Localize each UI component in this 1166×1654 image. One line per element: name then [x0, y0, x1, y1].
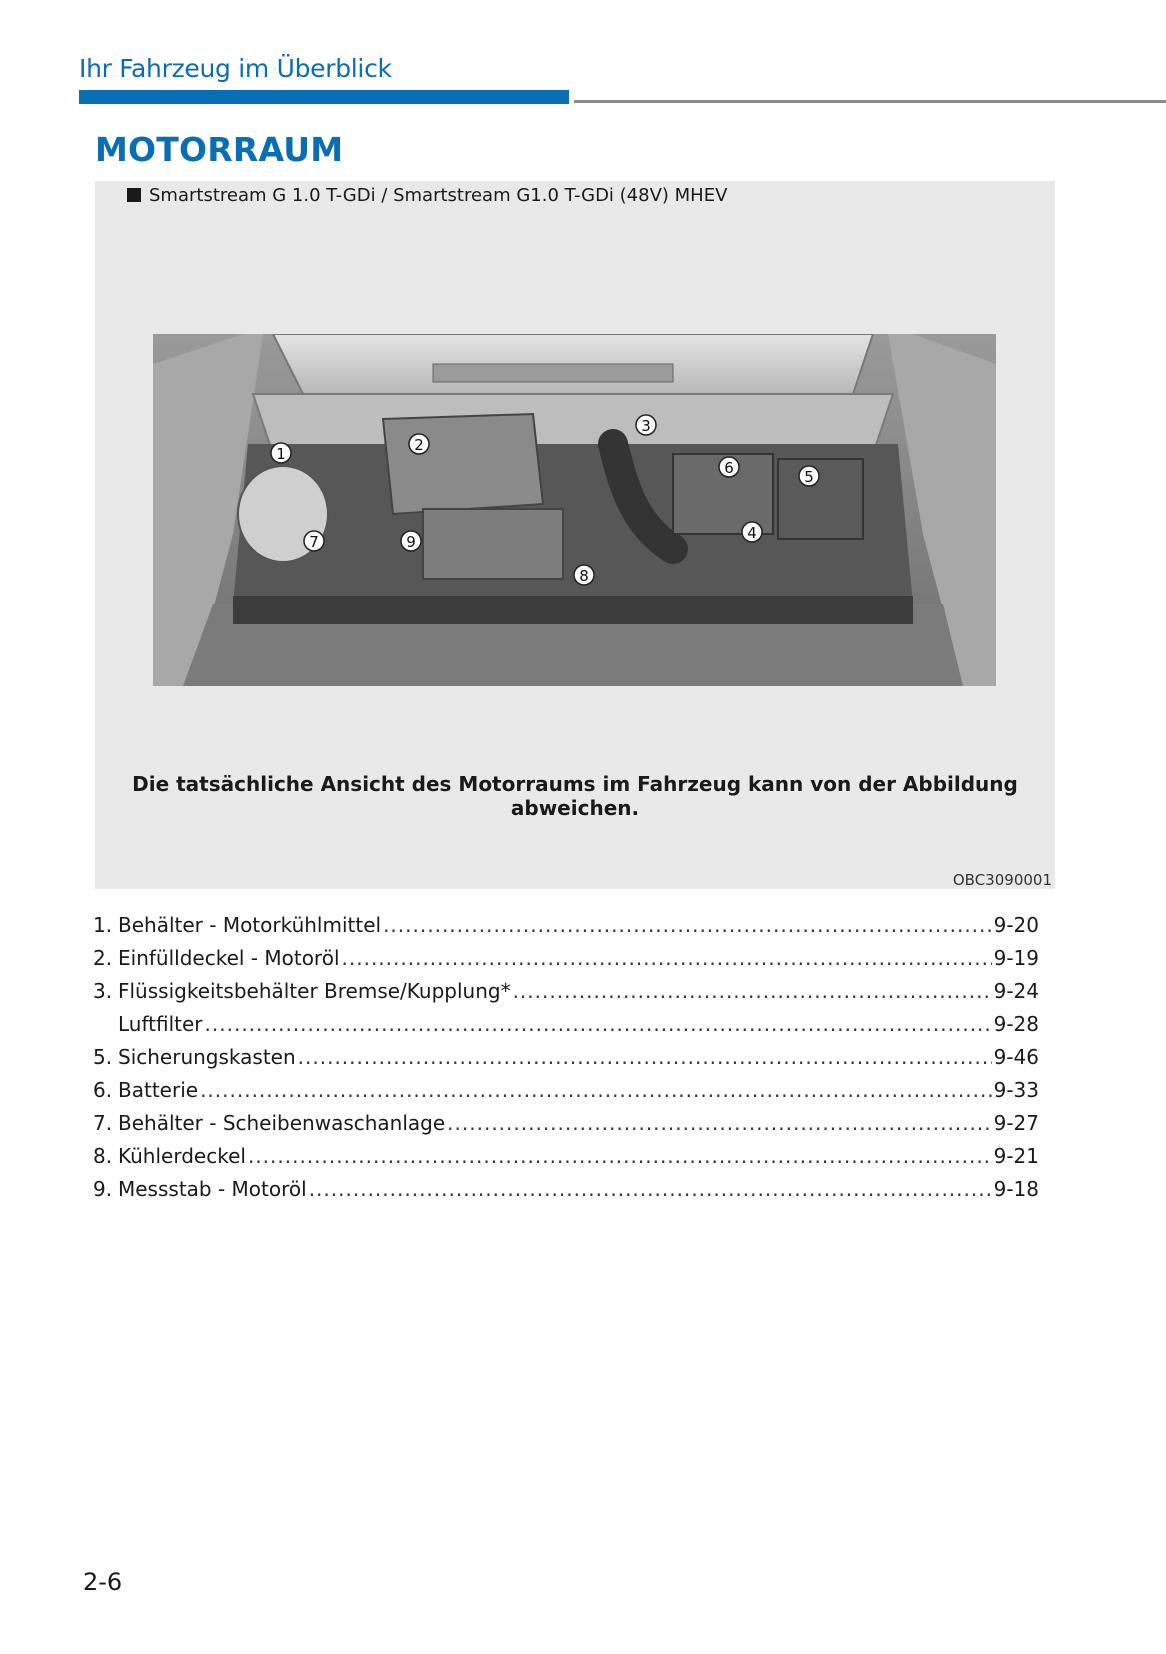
svg-text:9: 9: [406, 533, 416, 551]
callout-4: [742, 522, 762, 542]
parts-list: [93, 913, 1039, 1210]
callout-9: [401, 531, 421, 551]
list-item: [93, 1045, 1039, 1078]
leader-dots: [200, 1078, 992, 1102]
item-name: Batterie: [118, 1078, 199, 1102]
leader-dots: [447, 1111, 991, 1135]
list-item: [93, 946, 1039, 979]
list-item: [93, 1078, 1039, 1111]
callout-6: [719, 457, 739, 477]
callout-8: [574, 565, 594, 585]
item-number: 6.: [93, 1078, 113, 1102]
leader-dots: [342, 946, 992, 970]
svg-text:1: 1: [276, 445, 286, 463]
figure-note: Die tatsächliche Ansicht des Motorraums im Fahrzeug kann von der Abbildung abweichen.: [132, 772, 1018, 820]
item-name: Sicherungskasten: [118, 1045, 296, 1069]
leader-dots: [383, 913, 992, 937]
list-item: [93, 1111, 1039, 1144]
item-number: 8.: [93, 1144, 113, 1168]
header-rule: [574, 100, 1166, 103]
page-number: 2-6: [83, 1568, 123, 1596]
square-bullet-icon: [127, 188, 141, 202]
item-page: 9-24: [993, 979, 1039, 1003]
item-number: 3.: [93, 979, 113, 1003]
list-item: [93, 913, 1039, 946]
list-item: [93, 979, 1039, 1012]
item-number: 9.: [93, 1177, 113, 1201]
engine-bay-drawing: [153, 334, 996, 686]
list-item: [93, 1144, 1039, 1177]
leader-dots: [298, 1045, 992, 1069]
item-name: Kühlerdeckel: [118, 1144, 246, 1168]
item-page: 9-19: [993, 946, 1039, 970]
item-name: Behälter - Scheibenwaschanlage: [118, 1111, 446, 1135]
engine-variant-label: [127, 185, 727, 206]
svg-text:3: 3: [641, 417, 651, 435]
callout-3: [636, 415, 656, 435]
header-title: Ihr Fahrzeug im Überblick: [79, 54, 392, 83]
item-number: 2.: [93, 946, 113, 970]
item-page: 9-46: [993, 1045, 1039, 1069]
item-page: 9-33: [993, 1078, 1039, 1102]
svg-text:4: 4: [747, 524, 757, 542]
leader-dots: [309, 1177, 992, 1201]
list-item: [93, 1012, 1039, 1045]
callout-5: [799, 466, 819, 486]
svg-text:5: 5: [804, 468, 814, 486]
item-name: Einfülldeckel - Motoröl: [118, 946, 340, 970]
svg-text:8: 8: [579, 567, 589, 585]
item-name: Flüssigkeitsbehälter Bremse/Kupplung*: [118, 979, 511, 1003]
list-item: [93, 1177, 1039, 1210]
item-name: Behälter - Motorkühlmittel: [118, 913, 382, 937]
item-number: 1.: [93, 913, 113, 937]
section-title: MOTORRAUM: [95, 130, 344, 169]
callout-1: [271, 443, 291, 463]
item-page: 9-21: [993, 1144, 1039, 1168]
leader-dots: [248, 1144, 992, 1168]
callout-7: [304, 531, 324, 551]
figure-code: OBC3090001: [952, 871, 1052, 889]
leader-dots: [205, 1012, 992, 1036]
item-page: 9-27: [993, 1111, 1039, 1135]
figure-panel: [95, 181, 1055, 889]
engine-bay-illustration: [153, 334, 996, 686]
item-name: Luftfilter: [118, 1012, 203, 1036]
item-page: 9-28: [993, 1012, 1039, 1036]
item-page: 9-18: [993, 1177, 1039, 1201]
item-page: 9-20: [993, 913, 1039, 937]
svg-text:2: 2: [414, 436, 424, 454]
svg-text:6: 6: [724, 459, 734, 477]
header-accent-bar: [79, 90, 569, 104]
item-number: 5.: [93, 1045, 113, 1069]
engine-variant-text: Smartstream G 1.0 T-GDi / Smartstream G1.0 T-GDi (48V) MHEV: [149, 185, 728, 206]
item-number: 7.: [93, 1111, 113, 1135]
leader-dots: [513, 979, 992, 1003]
svg-text:7: 7: [309, 533, 319, 551]
item-name: Messstab - Motoröl: [118, 1177, 307, 1201]
callout-2: [409, 434, 429, 454]
